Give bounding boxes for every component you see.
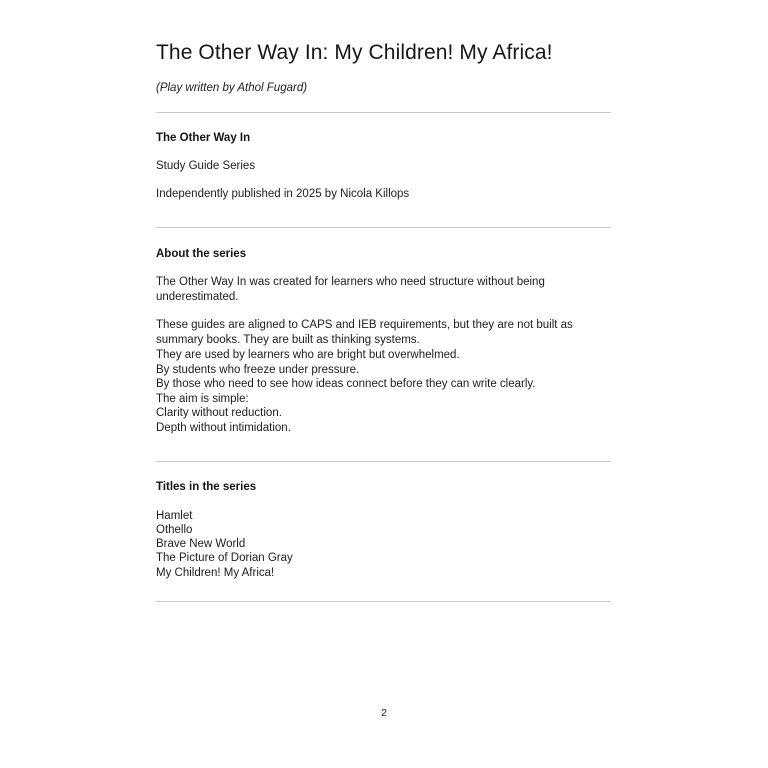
about-heading: About the series [156,248,247,260]
titles-section [156,462,611,580]
aim-line: Depth without intimidation. [156,421,291,434]
list-item: My Children! My Africa! [156,566,275,579]
list-item: Brave New World [156,538,246,551]
imprint-publication-line: Independently published in 2025 by Nicola Killops [156,188,410,200]
audience-line: They are used by learners who are bright but overwhelmed. [156,349,460,361]
audience-line: By students who freeze under pressure. [156,363,360,376]
imprint-series-line: Study Guide Series [156,160,256,172]
titles-list [156,495,611,580]
page-content [156,0,611,602]
about-paragraph-1: The Other Way In was created for learners who need structure without being underestimated. [156,276,545,303]
page-title: The Other Way In: My Children! My Africa! [156,41,553,64]
divider-bottom [156,601,611,602]
imprint-heading: The Other Way In [156,132,251,144]
about-section [156,228,611,436]
about-audience-lines [156,348,611,392]
about-aim-lines [156,392,611,436]
list-item: Othello [156,523,193,536]
list-item: Hamlet [156,509,193,522]
page-subtitle: (Play written by Athol Fugard) [156,82,308,94]
aim-line: The aim is simple: [156,392,249,405]
page-number: 2 [381,707,387,719]
list-item: The Picture of Dorian Gray [156,552,293,565]
aim-line: Clarity without reduction. [156,407,282,420]
about-paragraph-2: These guides are aligned to CAPS and IEB requirements, but they are not built as summary books. They are built as thinking systems. [156,319,573,346]
titles-heading: Titles in the series [156,480,257,493]
imprint-section [156,113,611,202]
audience-line: By those who need to see how ideas connect before they can write clearly. [156,378,536,391]
